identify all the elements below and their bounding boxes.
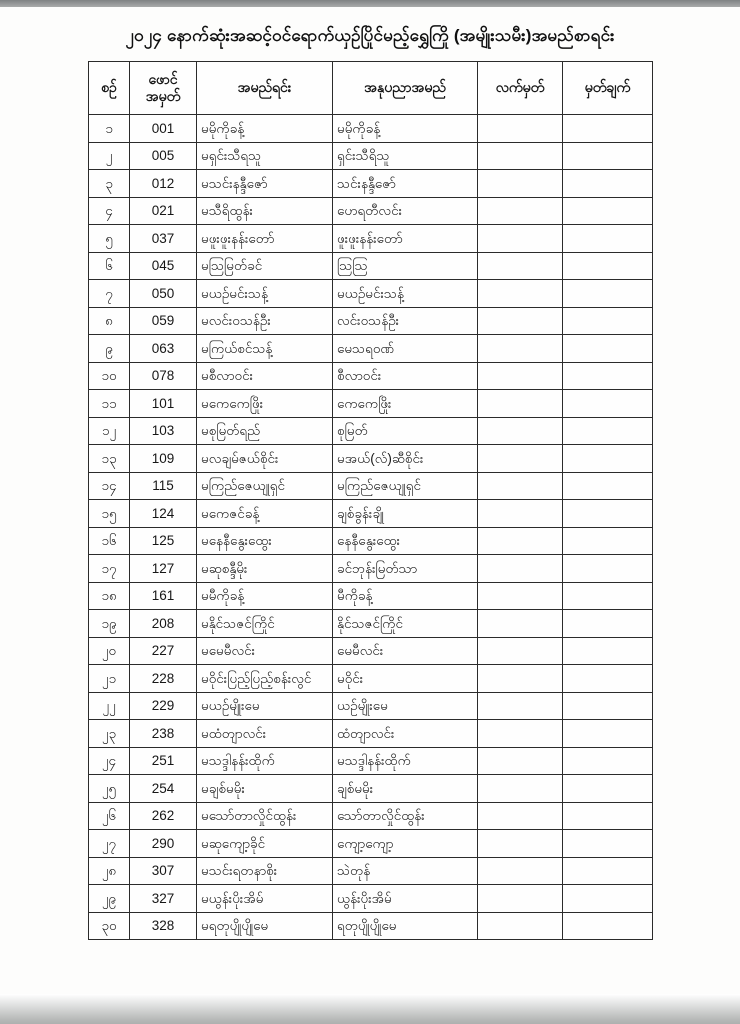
cell-real-name: မမိုကိုခန့်	[197, 115, 333, 143]
cell-serial: ၂၃	[89, 720, 130, 748]
cell-form-number: 290	[130, 830, 197, 858]
cell-remark	[563, 665, 653, 693]
cell-serial: ၅	[89, 225, 130, 253]
cell-form-number: 125	[130, 527, 197, 555]
cell-form-number: 238	[130, 720, 197, 748]
cell-signature	[478, 665, 563, 693]
cell-form-number: 109	[130, 445, 197, 473]
cell-serial: ၁၆	[89, 527, 130, 555]
table-row	[89, 775, 653, 803]
cell-form-number: 327	[130, 885, 197, 913]
cell-real-name: မကေကေဖြိုး	[197, 390, 333, 418]
table-row	[89, 555, 653, 583]
cell-remark	[563, 610, 653, 638]
cell-form-number: 208	[130, 610, 197, 638]
cell-serial: ၂၂	[89, 692, 130, 720]
cell-real-name: မရတုပျိုပျိုမေ	[197, 912, 333, 940]
cell-signature	[478, 857, 563, 885]
cell-serial: ၂၉	[89, 885, 130, 913]
table-row	[89, 197, 653, 225]
table-row	[89, 747, 653, 775]
cell-real-name: မမီကိုခန့်	[197, 582, 333, 610]
cell-form-number: 115	[130, 472, 197, 500]
cell-serial: ၁၁	[89, 390, 130, 418]
cell-remark	[563, 115, 653, 143]
cell-remark	[563, 472, 653, 500]
cell-artist-name: စုမြတ်	[333, 417, 478, 445]
cell-artist-name: မသဒ္ဒါနန်းထိုက်	[333, 747, 478, 775]
table-row	[89, 472, 653, 500]
cell-signature	[478, 912, 563, 940]
cell-form-number: 101	[130, 390, 197, 418]
table-row	[89, 610, 653, 638]
cell-real-name: မယွန်းပိုးအိမ်	[197, 885, 333, 913]
cell-serial: ၂၇	[89, 830, 130, 858]
cell-signature	[478, 637, 563, 665]
cell-signature	[478, 720, 563, 748]
cell-artist-name: မကြည်ဇေယျုရှင်	[333, 472, 478, 500]
cell-real-name: မသြမြတ်ခင်	[197, 252, 333, 280]
cell-serial: ၁၅	[89, 500, 130, 528]
cell-serial: ၁၈	[89, 582, 130, 610]
cell-real-name: မကေဇင်ခန့်	[197, 500, 333, 528]
cell-remark	[563, 912, 653, 940]
cell-real-name: မရှင်းသီရသူ	[197, 142, 333, 170]
cell-serial: ၂	[89, 142, 130, 170]
cell-form-number: 124	[130, 500, 197, 528]
cell-real-name: မနိုင်သဇင်ကြိုင်	[197, 610, 333, 638]
cell-remark	[563, 500, 653, 528]
header-signature: လက်မှတ်	[478, 62, 563, 115]
cell-real-name: မယဉ်မင်းသန့်	[197, 280, 333, 308]
cell-real-name: မချစ်မမိုး	[197, 775, 333, 803]
cell-signature	[478, 582, 563, 610]
cell-remark	[563, 252, 653, 280]
cell-signature	[478, 830, 563, 858]
table-row	[89, 252, 653, 280]
cell-remark	[563, 225, 653, 253]
photo-top-edge	[0, 0, 740, 7]
cell-artist-name: မယဉ်မင်းသန့်	[333, 280, 478, 308]
cell-signature	[478, 885, 563, 913]
cell-serial: ၈	[89, 307, 130, 335]
cell-signature	[478, 775, 563, 803]
cell-remark	[563, 747, 653, 775]
table-row	[89, 637, 653, 665]
cell-signature	[478, 115, 563, 143]
cell-form-number: 161	[130, 582, 197, 610]
cell-artist-name: ရှင်းသီရိသူ	[333, 142, 478, 170]
cell-remark	[563, 445, 653, 473]
cell-remark	[563, 582, 653, 610]
cell-form-number: 254	[130, 775, 197, 803]
cell-real-name: မသဒ္ဒါနန်းထိုက်	[197, 747, 333, 775]
table-row	[89, 142, 653, 170]
cell-signature	[478, 802, 563, 830]
cell-form-number: 059	[130, 307, 197, 335]
cell-real-name: မစီလာဝင်း	[197, 362, 333, 390]
cell-form-number: 262	[130, 802, 197, 830]
cell-signature	[478, 335, 563, 363]
cell-artist-name: မမိုကိုခန့်	[333, 115, 478, 143]
cell-real-name: မစုမြတ်ရည်	[197, 417, 333, 445]
table-row	[89, 912, 653, 940]
cell-artist-name: မဝိုင်း	[333, 665, 478, 693]
cell-form-number: 012	[130, 170, 197, 198]
cell-artist-name: သြသြ	[333, 252, 478, 280]
cell-form-number: 021	[130, 197, 197, 225]
cell-remark	[563, 197, 653, 225]
cell-signature	[478, 170, 563, 198]
cell-serial: ၃	[89, 170, 130, 198]
cell-signature	[478, 692, 563, 720]
cell-remark	[563, 555, 653, 583]
cell-form-number: 251	[130, 747, 197, 775]
cell-remark	[563, 857, 653, 885]
cell-serial: ၂၆	[89, 802, 130, 830]
cell-artist-name: နေနီနွေးထွေး	[333, 527, 478, 555]
cell-signature	[478, 500, 563, 528]
cell-real-name: မနေနီနွေးထွေး	[197, 527, 333, 555]
cell-serial: ၄	[89, 197, 130, 225]
cell-artist-name: သဲတုန်	[333, 857, 478, 885]
cell-form-number: 227	[130, 637, 197, 665]
cell-artist-name: သော်တာလှိုင်ထွန်း	[333, 802, 478, 830]
cell-serial: ၇	[89, 280, 130, 308]
cell-artist-name: ကျော့ကျော့	[333, 830, 478, 858]
cell-real-name: မဆုကျော့ခိုင်	[197, 830, 333, 858]
table-row	[89, 885, 653, 913]
cell-serial: ၂၀	[89, 637, 130, 665]
cell-remark	[563, 417, 653, 445]
cell-serial: ၁၀	[89, 362, 130, 390]
cell-artist-name: မီကိုခန့်	[333, 582, 478, 610]
cell-form-number: 103	[130, 417, 197, 445]
table-row	[89, 335, 653, 363]
cell-serial: ၁၇	[89, 555, 130, 583]
cell-serial: ၁	[89, 115, 130, 143]
table-row	[89, 692, 653, 720]
table-row	[89, 665, 653, 693]
cell-artist-name: ဟေရတီလင်း	[333, 197, 478, 225]
table-header	[89, 62, 653, 115]
table-row	[89, 225, 653, 253]
cell-form-number: 127	[130, 555, 197, 583]
table-row	[89, 362, 653, 390]
cell-remark	[563, 692, 653, 720]
table-row	[89, 280, 653, 308]
table-row	[89, 527, 653, 555]
cell-remark	[563, 280, 653, 308]
cell-artist-name: ဖူးဖူးနန်းတော်	[333, 225, 478, 253]
cell-real-name: မထံတျာလင်း	[197, 720, 333, 748]
table-row	[89, 115, 653, 143]
cell-form-number: 063	[130, 335, 197, 363]
cell-remark	[563, 335, 653, 363]
cell-remark	[563, 720, 653, 748]
cell-form-number: 050	[130, 280, 197, 308]
cell-artist-name: မအယ်(လ်)ဆီစိုင်း	[333, 445, 478, 473]
cell-signature	[478, 252, 563, 280]
table-row	[89, 802, 653, 830]
table-row	[89, 500, 653, 528]
cell-real-name: မဖူးဖူးနန်းတော်	[197, 225, 333, 253]
cell-serial: ၉	[89, 335, 130, 363]
cell-signature	[478, 555, 563, 583]
header-real-name: အမည်ရင်း	[197, 62, 333, 115]
cell-real-name: မကြယ်စင်သန့်	[197, 335, 333, 363]
table-row	[89, 417, 653, 445]
cell-remark	[563, 362, 653, 390]
cell-artist-name: လင်းဝသန်ဦး	[333, 307, 478, 335]
table-row	[89, 857, 653, 885]
cell-serial: ၃၀	[89, 912, 130, 940]
cell-serial: ၁၂	[89, 417, 130, 445]
name-list-table	[88, 61, 653, 940]
page-title: ၂၀၂၄ နောက်ဆုံးအဆင့်ဝင်ရောက်ယှဉ်ပြိုင်မည့်ရွှေကြို (အမျိုးသမီး)အမည်စာရင်း	[125, 26, 615, 45]
cell-serial: ၁၄	[89, 472, 130, 500]
cell-signature	[478, 527, 563, 555]
cell-serial: ၂၁	[89, 665, 130, 693]
cell-form-number: 005	[130, 142, 197, 170]
header-artist-name: အနုပညာအမည်	[333, 62, 478, 115]
cell-real-name: မယဉ်မျိုးမေ	[197, 692, 333, 720]
cell-remark	[563, 802, 653, 830]
cell-remark	[563, 142, 653, 170]
cell-signature	[478, 362, 563, 390]
cell-artist-name: ခင်ဘုန်းမြတ်သာ	[333, 555, 478, 583]
cell-artist-name: ထံတျာလင်း	[333, 720, 478, 748]
cell-artist-name: မေသရဝဏ်	[333, 335, 478, 363]
cell-form-number: 307	[130, 857, 197, 885]
table-row	[89, 307, 653, 335]
cell-artist-name: နိုင်သဇင်ကြိုင်	[333, 610, 478, 638]
table-row	[89, 390, 653, 418]
cell-signature	[478, 280, 563, 308]
cell-form-number: 045	[130, 252, 197, 280]
cell-artist-name: စီလာဝင်း	[333, 362, 478, 390]
photo-bottom-edge	[0, 994, 740, 1024]
cell-real-name: မလချမ်ဇယ်စိုင်း	[197, 445, 333, 473]
cell-remark	[563, 307, 653, 335]
document-page	[0, 7, 740, 994]
cell-signature	[478, 142, 563, 170]
cell-remark	[563, 830, 653, 858]
cell-real-name: မကြည်ဇေယျုရှင်	[197, 472, 333, 500]
cell-remark	[563, 885, 653, 913]
table-row	[89, 830, 653, 858]
cell-form-number: 078	[130, 362, 197, 390]
cell-signature	[478, 390, 563, 418]
cell-form-number: 229	[130, 692, 197, 720]
cell-remark	[563, 527, 653, 555]
cell-artist-name: ချစ်မမိုး	[333, 775, 478, 803]
cell-signature	[478, 610, 563, 638]
header-remark: မှတ်ချက်	[563, 62, 653, 115]
cell-signature	[478, 747, 563, 775]
cell-serial: ၁၃	[89, 445, 130, 473]
cell-remark	[563, 775, 653, 803]
cell-real-name: မသင်းရတနာစိုး	[197, 857, 333, 885]
header-form-number: ဖောင် အမှတ်	[130, 62, 197, 115]
cell-real-name: မသော်တာလှိုင်ထွန်း	[197, 802, 333, 830]
cell-real-name: မဆုစန္ဒီမိုး	[197, 555, 333, 583]
cell-signature	[478, 197, 563, 225]
cell-artist-name: ကေကေဖြိုး	[333, 390, 478, 418]
table-row	[89, 582, 653, 610]
cell-form-number: 228	[130, 665, 197, 693]
cell-artist-name: ယွန်းပိုးအိမ်	[333, 885, 478, 913]
cell-artist-name: ရတုပျိုပျိုမေ	[333, 912, 478, 940]
cell-remark	[563, 170, 653, 198]
cell-remark	[563, 637, 653, 665]
cell-artist-name: ချစ်ခွန်းချို	[333, 500, 478, 528]
table-row	[89, 170, 653, 198]
cell-signature	[478, 445, 563, 473]
cell-artist-name: ယဉ်မျိုးမေ	[333, 692, 478, 720]
cell-artist-name: သင်းနန္ဒီဇော်	[333, 170, 478, 198]
table-body	[89, 115, 653, 940]
cell-signature	[478, 225, 563, 253]
table-row	[89, 445, 653, 473]
cell-remark	[563, 390, 653, 418]
cell-form-number: 328	[130, 912, 197, 940]
cell-signature	[478, 307, 563, 335]
cell-real-name: မသီရိထွန်း	[197, 197, 333, 225]
cell-real-name: မလင်းဝသန်ဦး	[197, 307, 333, 335]
cell-form-number: 001	[130, 115, 197, 143]
cell-serial: ၂၄	[89, 747, 130, 775]
table-row	[89, 720, 653, 748]
cell-serial: ၂၈	[89, 857, 130, 885]
cell-serial: ၁၉	[89, 610, 130, 638]
cell-form-number: 037	[130, 225, 197, 253]
cell-artist-name: မေမီလင်း	[333, 637, 478, 665]
cell-real-name: မဝိုင်းပြည့်ပြည့်စန်းလွင်	[197, 665, 333, 693]
cell-serial: ၆	[89, 252, 130, 280]
cell-signature	[478, 417, 563, 445]
cell-real-name: မသင်းနန္ဒီဇော်	[197, 170, 333, 198]
cell-real-name: မမေမီလင်း	[197, 637, 333, 665]
cell-serial: ၂၅	[89, 775, 130, 803]
cell-signature	[478, 472, 563, 500]
header-serial: စဉ်	[89, 62, 130, 115]
